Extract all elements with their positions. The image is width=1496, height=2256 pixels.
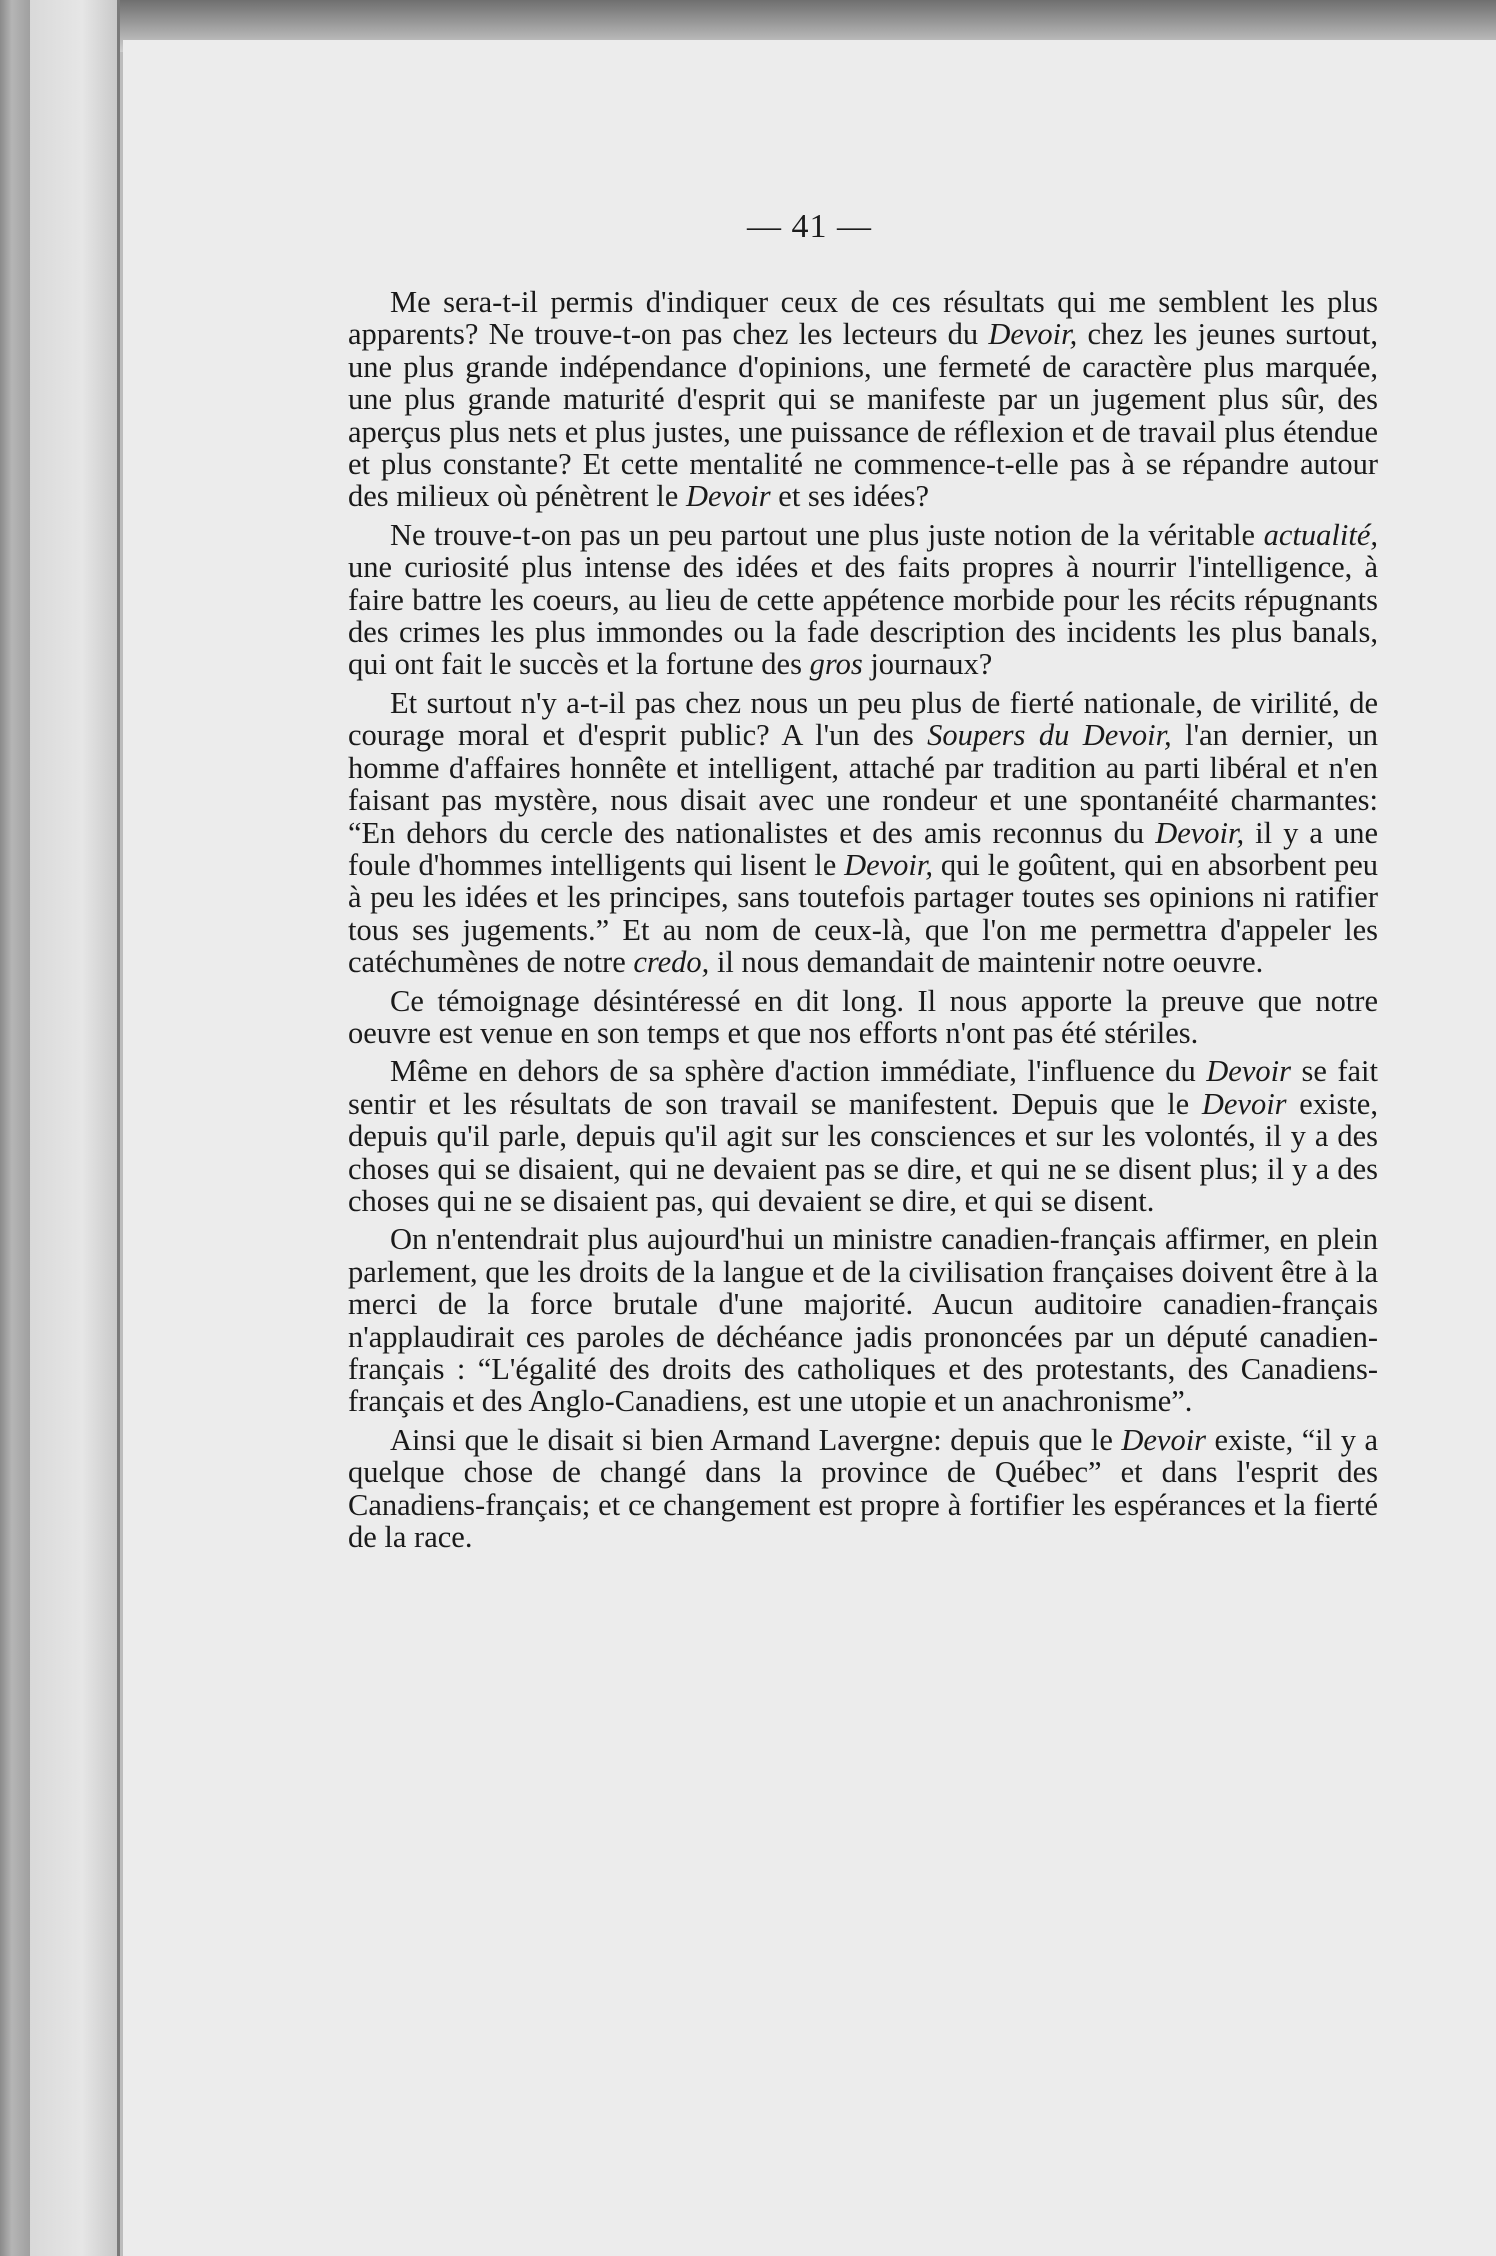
adjacent-page-edge xyxy=(30,0,120,2256)
text-run: Même en dehors de sa sphère d'action immédiate, l'influence du xyxy=(390,1054,1207,1089)
text-run: et ses idées? xyxy=(770,479,930,514)
page-number: — 41 — xyxy=(747,208,872,245)
text-run: Me sera-t-il permis d'indiquer ceux de ces résultats qui me semblent les plus apparents? Ne trouve-t-on pas chez les lecteurs du xyxy=(348,285,1378,352)
body-text xyxy=(348,286,1378,1553)
paragraph xyxy=(348,985,1378,1050)
text-run: qui le goûtent, qui en absorbent peu à peu les idées et les principes, sans toutefois partager toutes ses opinions ni ratifier tous ses jugements.” Et au nom de ceux-là, que l'on me permettra d'appeler les catéchumènes de notre xyxy=(348,847,1378,980)
text-run: existe, depuis qu'il parle, depuis qu'il agit sur les consciences et sur les volontés, il y a des choses qui se disaient, qui ne devaient pas se dire, et qui ne se disent plus; il y a des choses qui ne se disaient pas, qui devaient se dire, et qui se disent. xyxy=(348,1086,1378,1218)
book-binding xyxy=(0,0,30,2256)
paragraph xyxy=(348,1223,1378,1417)
text-run: Ainsi que le disait si bien Armand Lavergne: depuis que le xyxy=(390,1422,1122,1457)
text-run: l'an dernier, un homme d'affaires honnête et intelligent, attaché par tradition au parti libéral et n'en faisant pas mystère, nous disait avec une rondeur et une spontanéité charmantes: “En dehors du cercle des nationalistes et des amis reconnus du xyxy=(348,718,1378,850)
text-run: il y a une foule d'hommes intelligents qui lisent le xyxy=(348,815,1378,882)
paragraph xyxy=(348,1424,1378,1554)
italic-text: Devoir, xyxy=(844,847,934,882)
italic-text: credo, xyxy=(633,945,710,980)
italic-text: Devoir xyxy=(1201,1086,1287,1121)
text-run: se fait sentir et les résultats de son travail se manifestent. Depuis que le xyxy=(348,1054,1378,1121)
italic-text: Devoir xyxy=(685,479,771,514)
italic-text: gros xyxy=(809,647,863,682)
paragraph xyxy=(348,687,1378,979)
paragraph xyxy=(348,286,1378,513)
text-run: Et surtout n'y a-t-il pas chez nous un peu plus de fierté nationale, de virilité, de courage moral et d'esprit public? A l'un des xyxy=(348,685,1378,753)
text-run: existe, “il y a quelque chose de changé dans la province de Québec” et dans l'esprit des Canadiens-français; et ce changement est propre à fortifier les espérances et la fierté de la race. xyxy=(348,1422,1378,1555)
paragraph xyxy=(348,519,1378,681)
text-run: chez les jeunes surtout, une plus grande indépendance d'opinions, une fermeté de caractère plus marquée, une plus grande maturité d'esprit qui se manifeste par un jugement plus sûr, des aperçus plus nets et plus justes, une puissance de réflexion et de travail plus étendue et plus constante? Et cette mentalité ne commence-t-elle pas à se répandre autour des milieux où pénètrent le xyxy=(348,317,1378,514)
text-run: journaux? xyxy=(862,647,993,682)
text-run: il nous demandait de maintenir notre oeuvre. xyxy=(709,945,1264,980)
text-run: Ne trouve-t-on pas un peu partout une plus juste notion de la véritable xyxy=(390,517,1264,552)
document-page xyxy=(123,40,1496,2256)
italic-text: Devoir, xyxy=(1155,815,1245,850)
italic-text: actualité, xyxy=(1263,517,1378,552)
italic-text: Devoir xyxy=(1206,1054,1291,1089)
text-run: Ce témoignage désintéressé en dit long. Il nous apporte la preuve que notre oeuvre est venue en son temps et que nos efforts n'ont pas été stériles. xyxy=(348,983,1378,1050)
italic-text: Devoir xyxy=(1121,1422,1207,1457)
paragraph xyxy=(348,1055,1378,1217)
italic-text: Devoir, xyxy=(988,317,1078,352)
text-run: une curiosité plus intense des idées et des faits propres à nourrir l'intelligence, à faire battre les coeurs, au lieu de cette appétence morbide pour les récits répugnants des crimes les plus immondes ou la fade description des incidents les plus banals, qui ont fait le succès et la fortune des xyxy=(348,550,1378,682)
text-run: On n'entendrait plus aujourd'hui un ministre canadien-français affirmer, en plein parlement, que les droits de la langue et de la civilisation françaises doivent être à la merci de la force brutale d'une majorité. Aucun auditoire canadien-français n'applaudirait ces paroles de déchéance jadis prononcées par un député canadien-français : “L'égalité des droits des catholiques et des protestants, des Canadiens-français et des Anglo-Canadiens, est une utopie et un anachronisme”. xyxy=(348,1222,1378,1419)
italic-text: Soupers du Devoir, xyxy=(927,718,1172,753)
